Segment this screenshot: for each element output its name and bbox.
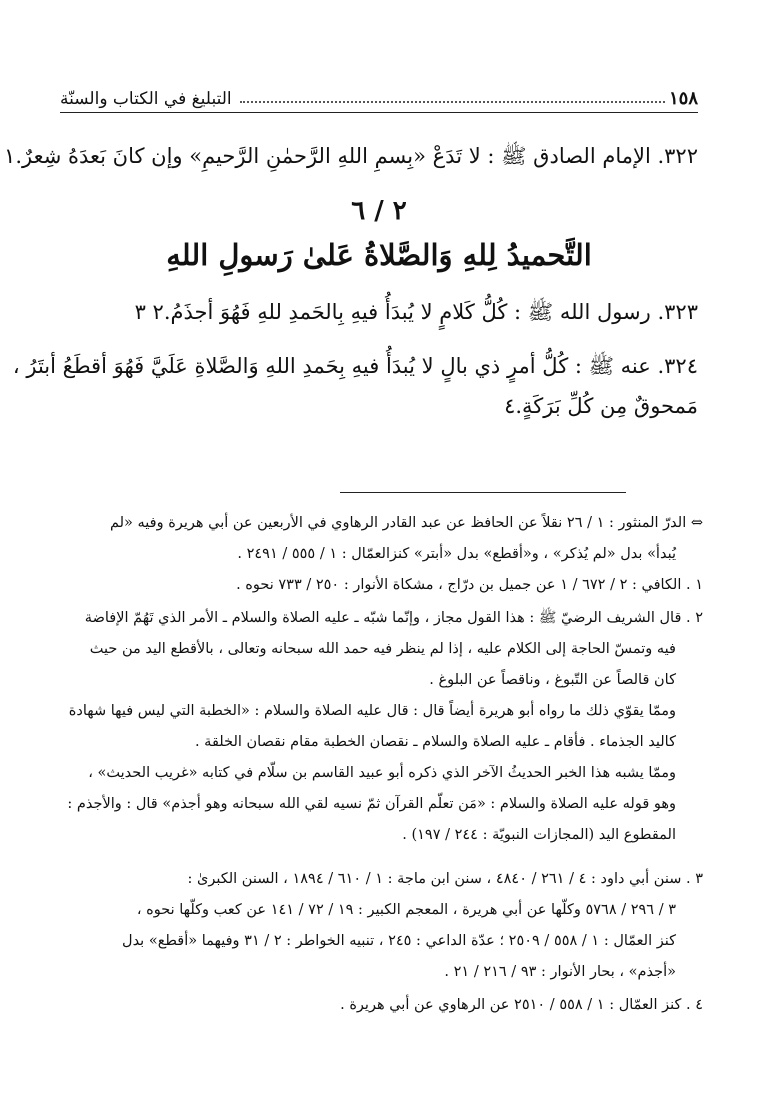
footnote-2-line-7: وهو قوله عليه الصلاة والسلام : «مَن تعلّم القرآن ثمّ نسيه لقي الله سبحانه وهو أجذم» قال : والأجذم : xyxy=(67,796,676,812)
hadith-322: ٣٢٢. الإمام الصادق ﷺ : لا تَدَعْ «بِسمِ اللهِ الرَّحمٰنِ الرَّحيمِ» وإن كانَ بَعدَهُ شِعرٌ.١ xyxy=(4,144,698,168)
hadith-324-line-2: مَمحوقٌ مِن كُلِّ بَرَكَةٍ.٤ xyxy=(504,394,698,418)
footnote-continued-line-1: ⇔ الدرّ المنثور : ١ / ٢٦ نقلاً عن الحافظ عن عبد القادر الرهاوي في الأربعين عن أبي هريرة وفيه «لم xyxy=(109,515,703,531)
page-header xyxy=(60,86,698,113)
section-number: ٢ / ٦ xyxy=(351,196,407,226)
footnote-2-line-6: وممّا يشبه هذا الخبر الحديثُ الآخر الذي ذكره أبو عبيد القاسم بن سلّام في كتابه «غريب الحديث» ، xyxy=(88,765,676,781)
footnote-3-line-3: كنز العمّال : ١ / ٥٥٨ / ٢٥٠٩ ؛ عدّة الداعي : ٢٤٥ ، تنبيه الخواطر : ٢ / ٣١ وفيهما «أقطع» بدل xyxy=(122,933,676,949)
footnote-separator xyxy=(340,492,626,493)
footnote-2-line-4: وممّا يقوّي ذلك ما رواه أبو هريرة أيضاً قال : قال عليه الصلاة والسلام : «الخطبة التي ليس فيها شهادة xyxy=(68,703,676,719)
footnote-continued-line-2: يُبدأ» بدل «لم يُذكر» ، و«أقطع» بدل «أبتر» كنزالعمّال : ١ / ٥٥٥ / ٢٤٩١ . xyxy=(237,546,676,562)
footnote-2-line-1: ٢ . قال الشريف الرضيّ ﷺ : هذا القول مجاز ، وإنّما شبّه ـ عليه الصلاة والسلام ـ الأمر الذي تَهُمّ الإفاضة xyxy=(84,610,703,626)
footnote-2-line-5: كاليد الجذماء . فأقام ـ عليه الصلاة والسلام ـ نقصان الخطبة مقام نقصان الخلقة . xyxy=(194,734,676,750)
hadith-324-line-1: ٣٢٤. عنه ﷺ : كُلُّ أمرٍ ذي بالٍ لا يُبدَأُ فيهِ بِحَمدِ اللهِ وَالصَّلاةِ عَلَيَّ فَهُوَ أقطَعُ أبتَرُ ، xyxy=(12,354,698,378)
page-number: ١٥٨ xyxy=(668,88,698,109)
running-title: التبليغ في الكتاب والسنّة xyxy=(60,89,232,109)
footnote-1: ١ . الكافي : ٢ / ٦٧٢ / ١ عن جميل بن درّاج ، مشكاة الأنوار : ٢٥٠ / ٧٣٣ نحوه . xyxy=(236,577,703,593)
header-dotted-leader xyxy=(240,101,665,103)
footnote-2-line-8: المقطوع اليد (المجازات النبويّة : ٢٤٤ / ١٩٧) . xyxy=(402,827,676,843)
footnote-2-line-2: فيه وتمسّ الحاجة إلى الكلام عليه ، إذا لم ينظر فيه حمد الله سبحانه وتعالى ، بالأقطع اليد من حيث xyxy=(89,641,676,657)
hadith-323: ٣٢٣. رسول الله ﷺ : كُلُّ كَلامٍ لا يُبدَأُ فيهِ بِالحَمدِ للهِ فَهُوَ أجذَمُ.٢ ٣ xyxy=(134,300,698,324)
footnote-2-line-3: كان قالصاً عن التّبوغ ، وناقصاً عن البلوغ . xyxy=(429,672,676,688)
footnote-3-line-2: ٣ / ٢٩٦ / ٥٧٦٨ وكلّها عن أبي هريرة ، المعجم الكبير : ١٩ / ٧٢ / ١٤١ عن كعب وكلّها نحوه ، xyxy=(136,902,676,918)
footnote-3-line-4: «أجذم» ، بحار الأنوار : ٩٣ / ٢١٦ / ٢١ . xyxy=(444,964,676,980)
footnote-3-line-1: ٣ . سنن أبي داود : ٤ / ٢٦١ / ٤٨٤٠ ، سنن ابن ماجة : ١ / ٦١٠ / ١٨٩٤ ، السنن الكبرىٰ : xyxy=(187,871,703,887)
footnote-4: ٤ . كنز العمّال : ١ / ٥٥٨ / ٢٥١٠ عن الرهاوي عن أبي هريرة . xyxy=(340,997,703,1013)
section-title: التَّحميدُ لِلهِ وَالصَّلاةُ عَلىٰ رَسولِ اللهِ xyxy=(166,238,592,272)
